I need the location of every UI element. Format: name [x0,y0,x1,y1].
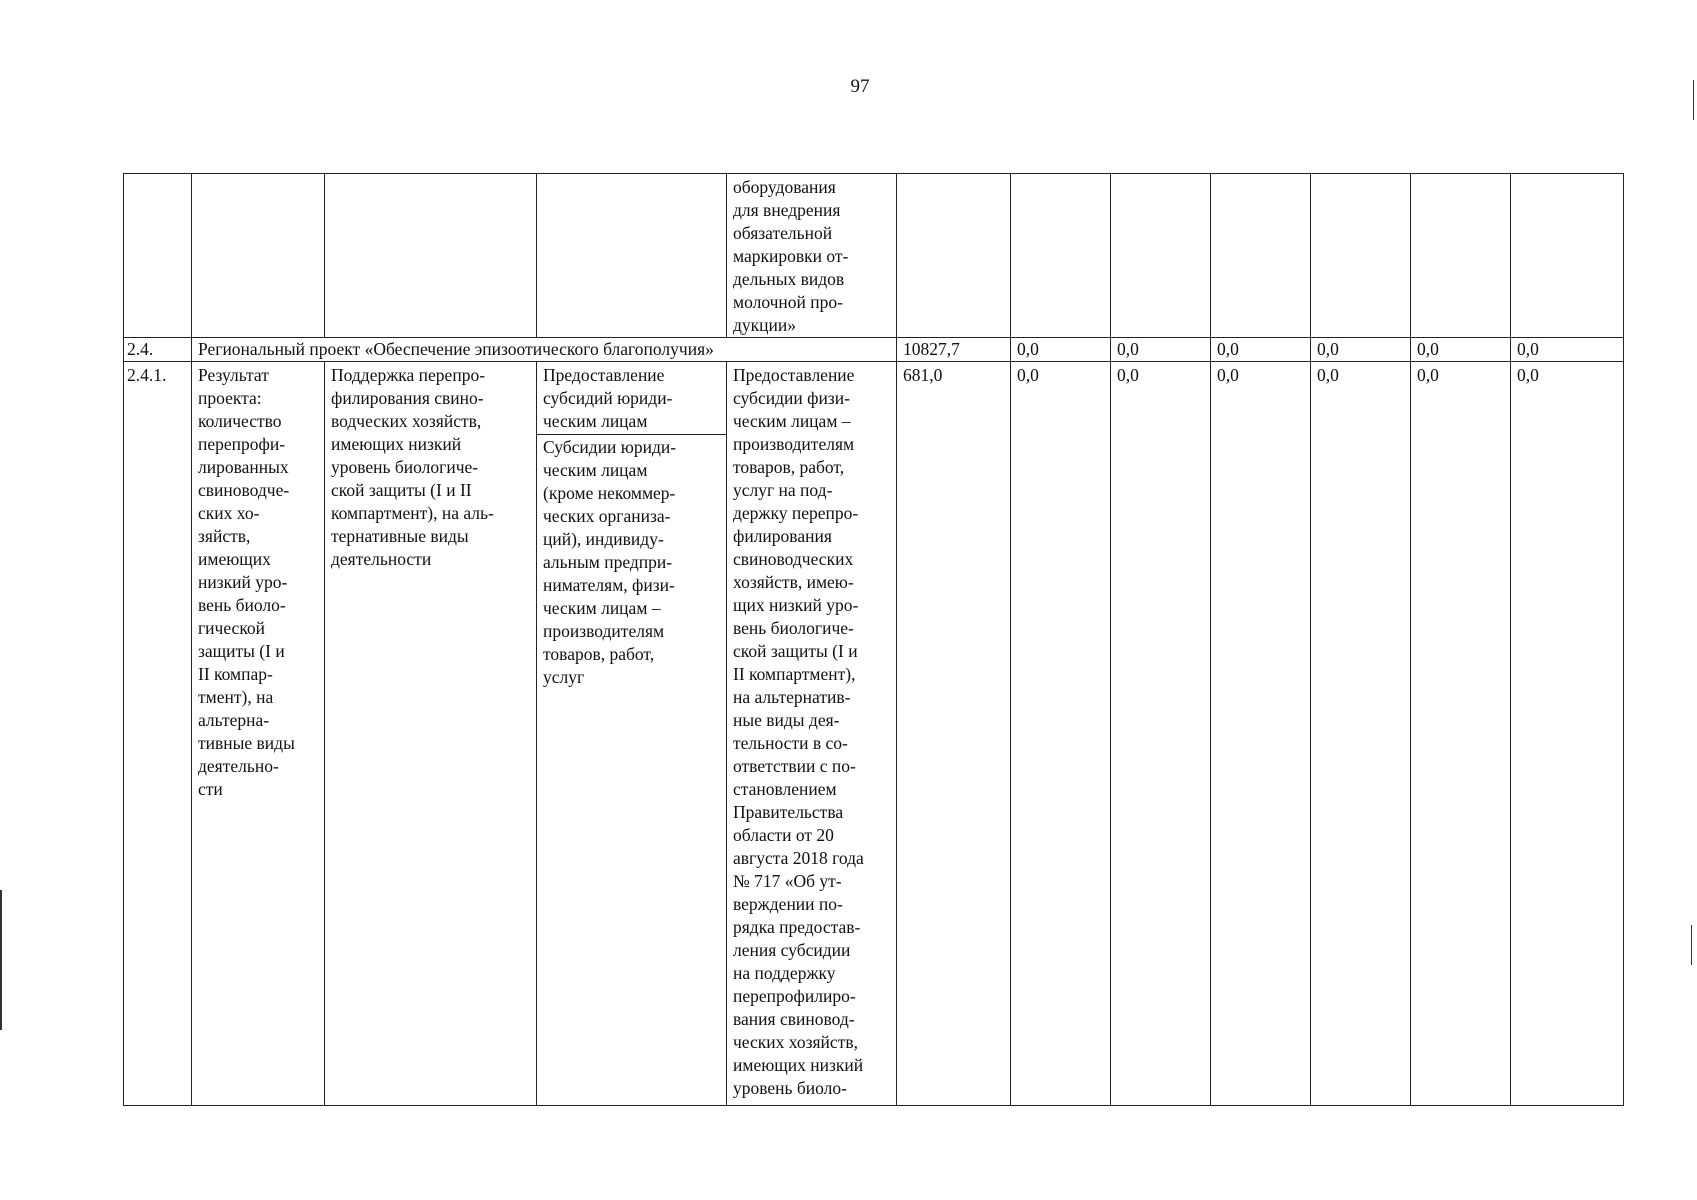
project-value: 0,0 [1311,338,1411,362]
result-value-total: 681,0 [897,362,1011,1106]
result-value: 0,0 [1211,362,1311,1106]
budget-table [123,173,1624,1106]
project-value: 0,0 [1011,338,1111,362]
result-row [124,362,1624,1106]
support-detail: Субсидии юриди- ческим лицам (кроме некоммер- ческих организа- ций), индивиду- альным предпри- нимателям, физи- ческим лицам – производителям товаров, работ, услуг [543,437,677,687]
measure-text: Поддержка перепро- филирования свино- водческих хозяйств, имеющих низкий уровень биологиче- ской защиты (I и II компартмент), на аль- тернативные виды деятельности [325,362,537,1106]
result-text: Результат проекта: количество перепрофи- лированных свиноводче- ских хо- зяйств, имеющих низкий уро- вень биоло- гической защиты (I и II компар- тмент), на альтерна- тивные виды деятельно- сти [192,362,325,1106]
cell-value [1211,174,1311,338]
cell-support [537,174,727,338]
cell-value [897,174,1011,338]
scan-edge-mark [0,890,2,1030]
scan-edge-mark [1691,925,1692,965]
cell-value [1311,174,1411,338]
cell-value [1111,174,1211,338]
description-text: Предоставление субсидии физи- ческим лицам – производителям товаров, работ, услуг на под- держку перепро- филирования свиноводческих хозяйств, имею- щих низкий уро- вень биологиче- ской защиты (I и II компартмент), на альтернатив- ные виды дея- тельности в со- ответствии с по- становлением Правительства области от 20 августа 2018 года № 717 «Об ут- верждении по- рядка предостав- ления субсидии на поддержку перепрофилиро- вания свиновод- ческих хозяйств, имеющих низкий уровень биоло- [727,362,897,1106]
project-value: 0,0 [1111,338,1211,362]
page-number: 97 [850,76,870,97]
project-title: Региональный проект «Обеспечение эпизоотического благополучия» [192,338,897,362]
result-value: 0,0 [1411,362,1511,1106]
cell-description: оборудования для внедрения обязательной маркировки от- дельных видов молочной про- дукции» [727,174,897,338]
cell-number [124,174,192,338]
scan-edge-mark [1693,80,1694,120]
cell-value [1011,174,1111,338]
cell-value [1511,174,1624,338]
cell-value [1411,174,1511,338]
continuation-row [124,174,1624,338]
support-type: Предоставление субсидий юриди- ческим лицам [537,362,726,435]
result-value: 0,0 [1111,362,1211,1106]
result-value: 0,0 [1511,362,1624,1106]
project-value-total: 10827,7 [897,338,1011,362]
result-value: 0,0 [1311,362,1411,1106]
project-value: 0,0 [1411,338,1511,362]
support-cell [537,362,727,1106]
cell-measure [325,174,537,338]
project-value: 0,0 [1511,338,1624,362]
project-number: 2.4. [124,338,192,362]
result-value: 0,0 [1011,362,1111,1106]
project-row [124,338,1624,362]
result-number: 2.4.1. [124,362,192,1106]
project-value: 0,0 [1211,338,1311,362]
cell-result [192,174,325,338]
